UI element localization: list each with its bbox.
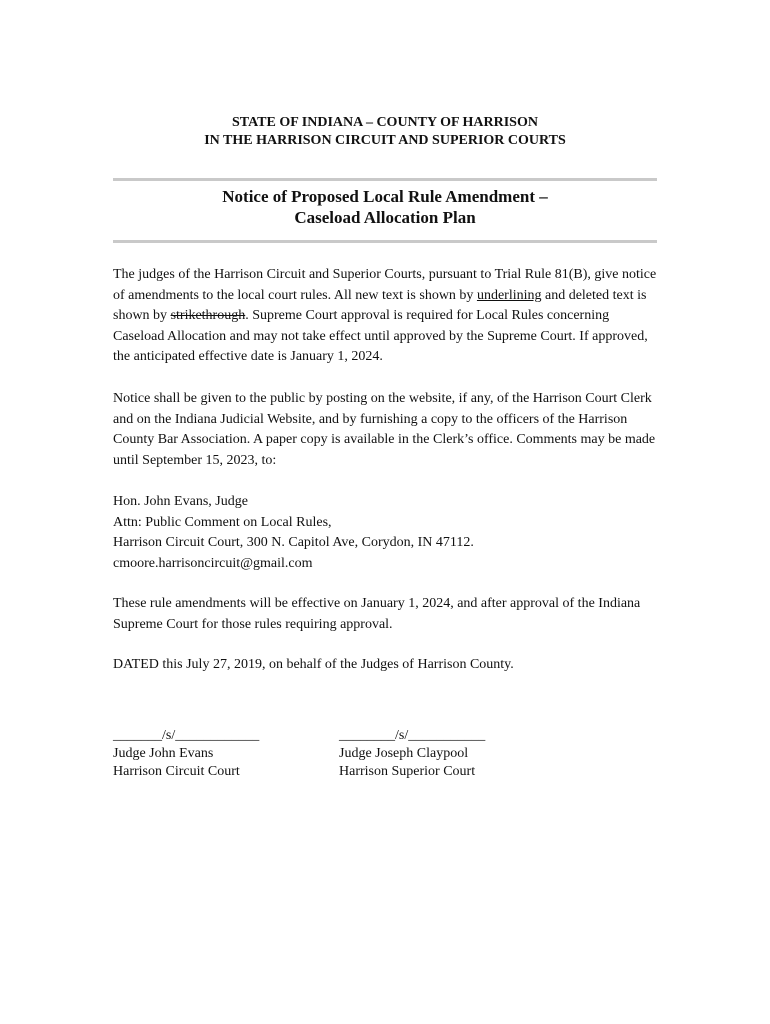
signer-court: Harrison Superior Court xyxy=(339,764,476,779)
effective-date-text: These rule amendments will be effective on January 1, 2024, and after approval of the Indiana Supreme Court for those rules requiring approval. xyxy=(113,596,641,632)
address-email: cmoore.harrisoncircuit@gmail.com xyxy=(113,555,313,571)
effective-date-paragraph xyxy=(113,594,658,635)
address-attention: Attn: Public Comment on Local Rules, xyxy=(113,514,332,530)
public-notice-paragraph xyxy=(113,389,658,471)
notice-text-2: and deleted text is shown by xyxy=(113,287,647,324)
public-notice-text: Notice shall be given to the public by posting on the website, if any, of the Harrison Court Clerk and on the Indiana Judicial Website, and by furnishing a copy to the officers of the Harrison County Bar Association. A paper copy is available in the Clerk’s office. Comments may be made until September 15, 2023, to: xyxy=(113,391,656,468)
title-line-1: Notice of Proposed Local Rule Amendment – xyxy=(222,187,548,206)
address-recipient: Hon. John Evans, Judge xyxy=(113,494,248,509)
address-street: Harrison Circuit Court, 300 N. Capitol Ave, Corydon, IN 47112. xyxy=(113,535,474,551)
signature-line: ________/s/___________ xyxy=(339,728,486,743)
title-rule-bottom xyxy=(113,240,657,243)
notice-paragraph xyxy=(113,265,658,368)
signer-name: Judge John Evans xyxy=(113,746,214,761)
header-state-county: STATE OF INDIANA – COUNTY OF HARRISON xyxy=(232,115,538,130)
court-header xyxy=(0,114,770,150)
underlined-example: underlining xyxy=(476,287,542,303)
title-line-2: Caseload Allocation Plan xyxy=(294,208,476,227)
signature-block-superior xyxy=(339,727,485,781)
signature-block-circuit xyxy=(113,727,259,781)
header-court-name: IN THE HARRISON CIRCUIT AND SUPERIOR COURTS xyxy=(204,133,566,148)
dated-line xyxy=(113,655,658,676)
signature-line: _______/s/____________ xyxy=(113,728,260,743)
notice-text-3: . Supreme Court approval is required for Local Rules concerning Caseload Allocation and may not take effect until approved by the Supreme Court. If approved, the anticipated effective date is January 1, 2024. xyxy=(113,308,648,365)
signer-court: Harrison Circuit Court xyxy=(113,764,240,779)
signer-name: Judge Joseph Claypool xyxy=(339,746,469,761)
strikethrough-example: strikethrough xyxy=(170,308,246,324)
title-rule-top xyxy=(113,178,657,181)
notice-text-1: The judges of the Harrison Circuit and Superior Courts, pursuant to Trial Rule 81(B), give notice of amendments to the local court rules. All new text is shown by xyxy=(113,267,657,303)
dated-text: DATED this July 27, 2019, on behalf of the Judges of Harrison County. xyxy=(113,657,514,672)
document-title xyxy=(0,186,770,228)
comment-address-block xyxy=(113,492,658,574)
